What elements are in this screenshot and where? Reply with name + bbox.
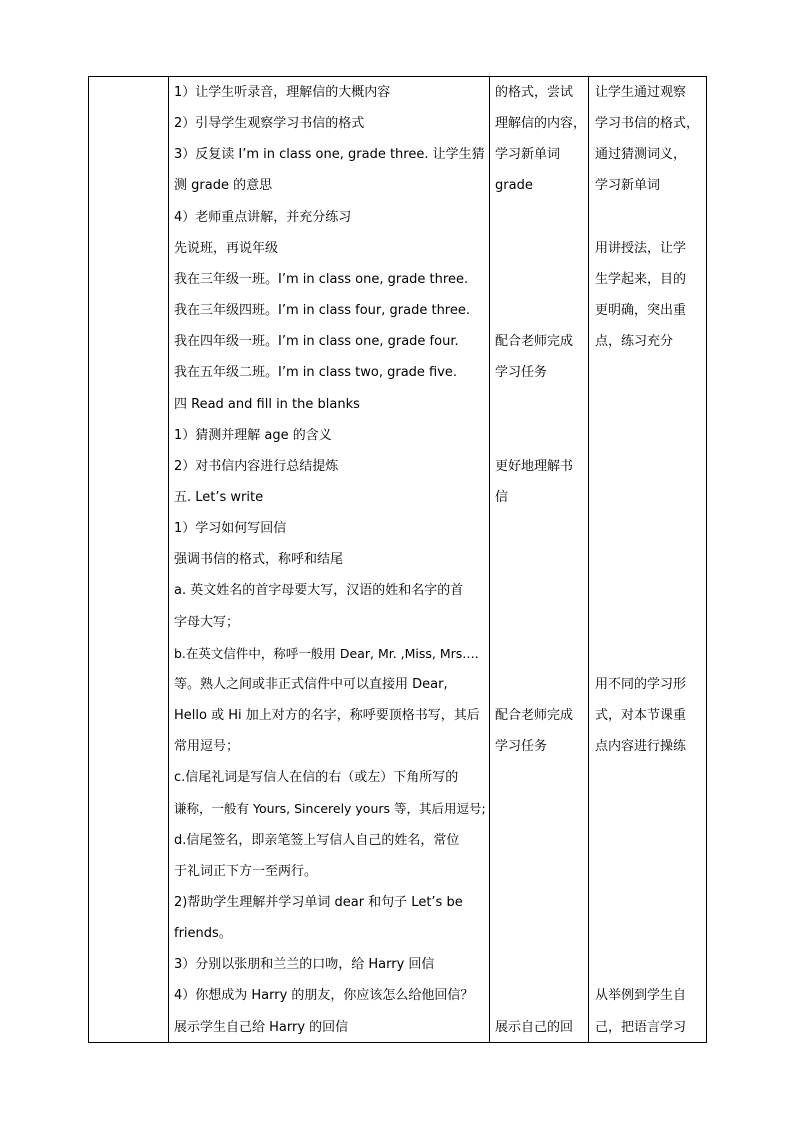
table-cell-line: 学习任务 [495,365,548,381]
table-cell-line: 我在五年级二班。I’m in class two, grade five. [174,365,458,381]
table-cell-line: 我在四年级一班。I’m in class one, grade four. [174,334,459,350]
table-cell-line: 学习任务 [495,739,548,755]
table-cell-line: 生学起来，目的 [595,271,687,287]
table-cell-line: 3）反复读 I’m in class one, grade three. 让学生猜 [174,147,485,163]
table-cell-line: 理解信的内容， [495,116,587,132]
table-cell-line: 四 Read and fill in the blanks [174,396,360,412]
table-cell-line: friends。 [174,926,232,942]
table-cell-line: 常用逗号； [174,739,240,755]
table-cell-line: 我在三年级一班。I’m in class one, grade three. [174,271,469,287]
table-cell-line: 1）学习如何写回信 [174,521,287,537]
table-cell-line: 谦称，一般有 Yours, Sincerely yours 等，其后用逗号; [174,801,486,817]
table-cell-line: d.信尾签名，即亲笔签上写信人自己的姓名，常位 [174,832,460,848]
column-divider [168,77,169,1042]
table-cell-line: 字母大写； [174,614,240,630]
table-cell-line: 我在三年级四班。I’m in class four, grade three. [174,303,470,319]
table-cell-line: 从举例到学生自 [595,988,687,1004]
table-cell-line: grade [495,178,533,194]
column-divider [489,77,490,1042]
table-cell-line: 展示学生自己给 Harry 的回信 [174,1019,349,1035]
table-cell-line: 五. Let’s write [174,489,264,505]
table-cell-line: 己，把语言学习 [595,1019,687,1035]
table-cell-line: 点，练习充分 [595,334,674,350]
table-cell-line: 式，对本节课重 [595,708,687,723]
table-cell-line: 先说班，再说年级 [174,240,279,256]
table-cell-line: 2）对书信内容进行总结提炼 [174,458,339,474]
table-cell-line: 让学生通过观察 [595,85,687,100]
table-cell-line: 配合老师完成 [495,334,574,350]
table-cell-line: 信 [495,489,509,505]
table-cell-line: 学习书信的格式， [595,116,700,132]
table-cell-line: 更明确，突出重 [595,303,687,319]
table-cell-line: 2)帮助学生理解并学习单词 dear 和句子 Let’s be [174,894,463,910]
table-cell-line: 学习新单词 [595,178,661,194]
table-cell-line: 配合老师完成 [495,708,574,723]
table-cell-line: 4）你想成为 Harry 的朋友，你应该怎么给他回信？ [174,988,474,1004]
table-cell-line: 展示自己的回 [495,1019,574,1035]
table-cell-line: 2）引导学生观察学习书信的格式 [174,116,365,132]
table-cell-line: 3）分别以张朋和兰兰的口吻，给 Harry 回信 [174,957,435,973]
table-cell-line: 的格式，尝试 [495,85,574,100]
table-cell-line: 测 grade 的意思 [174,178,273,194]
table-cell-line: 等。熟人之间或非正式信件中可以直接用 Dear, [174,676,448,692]
table-cell-line: a. 英文姓名的首字母要大写，汉语的姓和名字的首 [174,583,464,599]
table-cell-line: 通过猜测词义， [595,147,687,163]
table-cell-line: 于礼词正下方一至两行。 [174,863,318,879]
table-cell-line: b.在英文信件中，称呼一般用 Dear, Mr. ,Miss, Mrs…. [174,645,479,661]
table-cell-line: 用不同的学习形 [595,676,687,692]
lesson-plan-table [88,76,707,1043]
table-cell-line: 用讲授法，让学 [595,240,687,256]
table-cell-line: Hello 或 Hi 加上对方的名字，称呼要顶格书写，其后 [174,708,480,723]
table-cell-line: 更好地理解书 [495,458,574,474]
table-cell-line: 4）老师重点讲解，并充分练习 [174,209,352,225]
table-cell-line: 强调书信的格式，称呼和结尾 [174,552,344,568]
table-cell-line: 学习新单词 [495,147,561,163]
column-divider [588,77,589,1042]
table-cell-line: c.信尾礼词是写信人在信的右（或左）下角所写的 [174,770,459,786]
table-cell-line: 点内容进行操练 [595,739,687,755]
table-cell-line: 1）让学生听录音，理解信的大概内容 [174,85,391,100]
table-cell-line: 1）猜测并理解 age 的含义 [174,427,332,443]
